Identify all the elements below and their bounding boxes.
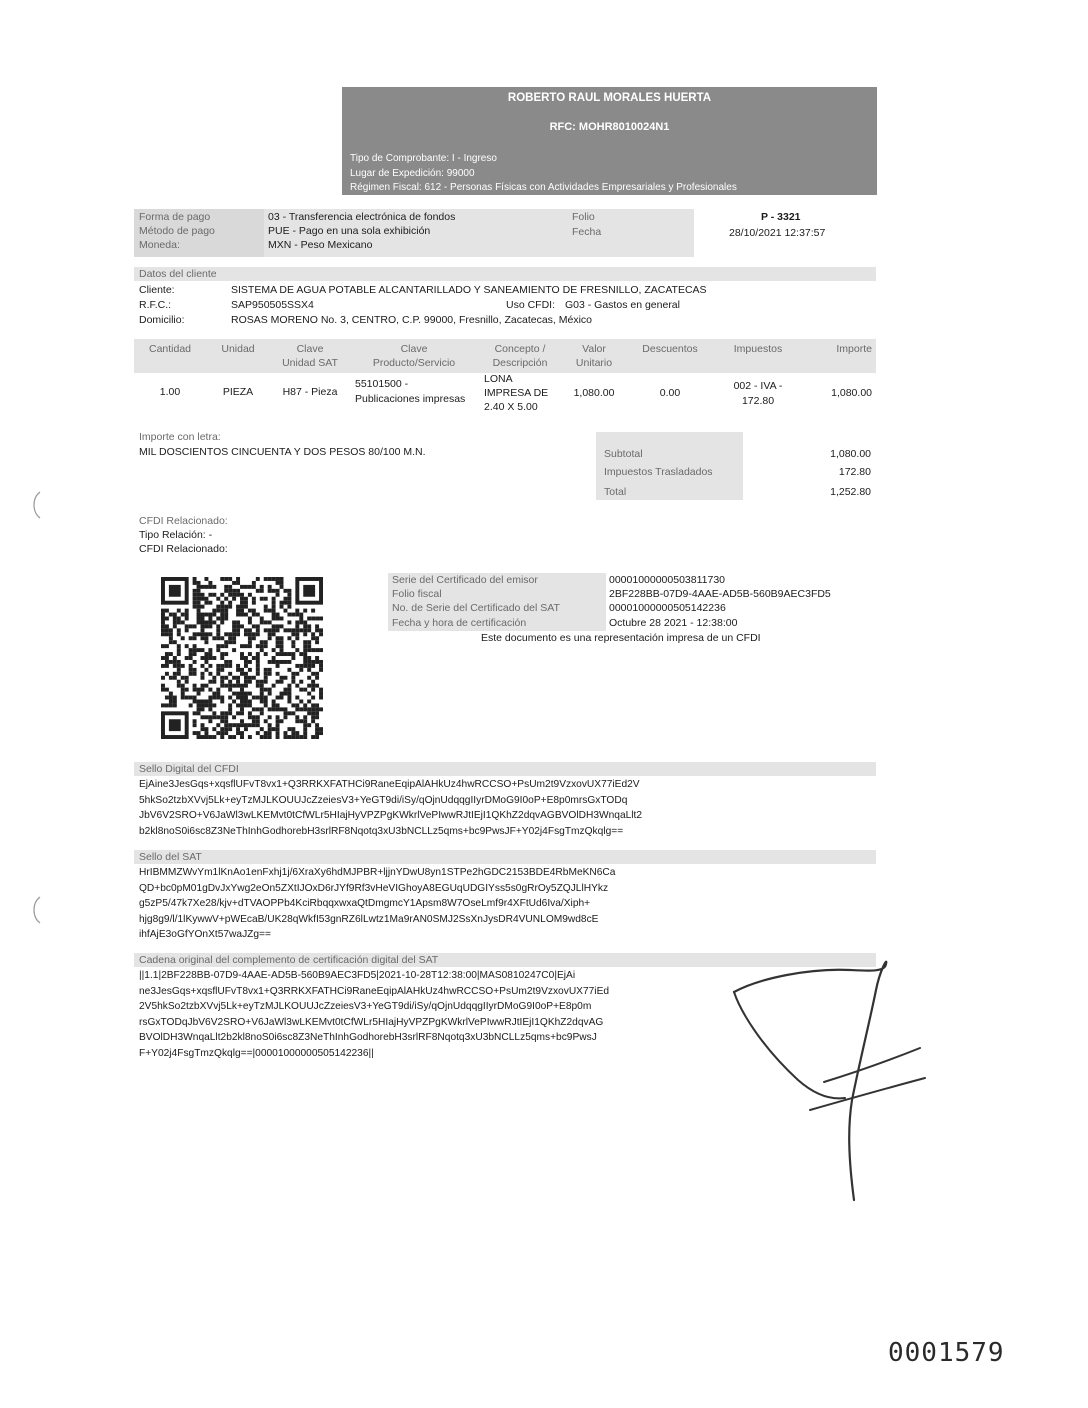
cell-valor: 1,080.00 [573,387,615,399]
uso-cfdi-label: Uso CFDI: [506,299,556,311]
sello-cfdi-line: EjAine3JesGqs+xqsflUFvT8vx1+Q3RRKXFATHCi9RaneEqipAlAHkUz4hwRCCSO+PsUm2t9VzxovUX77iEd2V [139,779,640,790]
page-number: 0001579 [888,1338,1005,1368]
cadena-line: ||1.1|2BF228BB-07D9-4AAE-AD5B-560B9AEC3FD5|2021-10-28T12:38:00|MAS0810247C0|EjAi [139,970,576,981]
folio-fiscal-label: Folio fiscal [392,588,442,600]
th-clave-unidad-1: Clave [296,343,324,355]
cell-descuentos: 0.00 [659,387,681,399]
th-unidad: Unidad [221,343,255,355]
th-valor-1: Valor [582,343,606,355]
rfc-value: SAP950505SSX4 [231,299,314,311]
serie-emisor-label: Serie del Certificado del emisor [392,574,538,586]
cliente-value: SISTEMA DE AGUA POTABLE ALCANTARILLADO Y SANEAMIENTO DE FRESNILLO, ZACATECAS [231,284,707,296]
cell-cantidad: 1.00 [159,386,181,398]
cadena-line: ne3JesGqs+xqsflUFvT8vx1+Q3RRKXFATHCi9RaneEqipAlAHkUz4hwRCCSO+PsUm2t9VzxovUX77iEd [139,985,610,997]
cell-concepto-2: IMPRESA DE [484,387,549,399]
importe-letra-value: MIL DOSCIENTOS CINCUENTA Y DOS PESOS 80/100 M.N. [139,446,426,458]
cadena-label: Cadena original del complemento de certificación digital del SAT [139,954,439,966]
cadena-text [139,968,609,1061]
sello-cfdi-line: JbV6V2SRO+V6JaWl3wLKEMvt0tCfWLr5HIajHyVPZPgKWkrlVePIwwRJtIEjI1QKhZ2dqvAGBVOlDH3WnqaLlt2 [139,810,643,821]
cadena-line: 2V5hkSo2tzbXVvj5Lk+eyTzMJLKOUUJcZzeiesV3+YeGT9di/iSy/qOjnUdqqgIIyrDMoG9I0oP+E8p0m [139,1001,592,1012]
sello-sat-line: g5zP5/47k7Xe28/kjv+dTVAOPPb4KciRbqqxwxaQtDmgmcY1Apsm8W7OseLmf9r4XFtUd6Iva/Xiph+ [139,898,591,909]
th-concepto-2: Descripción [492,357,548,369]
client-section-band [134,267,876,281]
cadena-line: F+Y02j4FsgTmzQkqlg==|00001000000505142236|| [139,1047,374,1059]
sello-sat-line: ihfAjE3oGfYOnXt57waJZg== [139,929,271,940]
serie-sat-value: 00001000000505142236 [609,602,726,614]
folio-value: P - 3321 [761,211,801,223]
sello-cfdi-line: b2kl8noS0i6sc8Z3NeThInhGodhorebH3srlRF8Nqotq3xU3bNCLLz5qms+bc9PwsJF+Y02j4FsgTmzQkqlg== [139,825,624,837]
th-descuentos: Descuentos [642,343,698,355]
tipo-relacion: Tipo Relación: - [139,529,213,541]
sello-sat-line: hjg8g9/l/1lKywwV+pWEcaB/UK28qWkfI53gnRZ6lLwtz1Ma9rAN0SMJ2SsXnJysDR4VUNLOM9wd8cE [139,913,599,925]
serie-sat-label: No. de Serie del Certificado del SAT [392,602,560,614]
handwritten-signature [720,950,940,1210]
issuer-header [342,87,877,195]
cell-impuestos-1: 002 - IVA - [733,380,783,392]
fecha-cert-value: Octubre 28 2021 - 12:38:00 [609,617,738,629]
cell-clave-prod-1: 55101500 - [355,378,409,390]
folio-label: Folio [572,211,595,223]
impuestos-trasladados-label: Impuestos Trasladados [604,466,713,478]
fecha-label: Fecha [572,226,602,238]
th-clave-prod-1: Clave [400,343,428,355]
total-label: Total [604,486,627,498]
cell-clave-prod-2: Publicaciones impresas [355,393,466,405]
th-clave-prod-2: Producto/Servicio [372,357,456,369]
cell-unidad: PIEZA [222,386,254,398]
serie-emisor-value: 00001000000503811730 [609,574,726,586]
cell-concepto-3: 2.40 X 5.00 [484,401,538,413]
forma-pago-label: Forma de pago [139,211,211,223]
subtotal-label: Subtotal [604,448,643,460]
qr-code [161,575,323,741]
sello-cfdi-band [134,762,876,776]
fecha-cert-label: Fecha y hora de certificación [392,617,527,629]
cadena-line: BVOlDH3WnqaLlt2b2kl8noS0i6sc8Z3NeThInhGodhorebH3srlRF8Nqotq3xU3bNCLLz5qms+bc9PwsJ [139,1032,597,1043]
cadena-line: rsGxTODqJbV6V2SRO+V6JaWl3wLKEMvt0tCfWLr5HIajHyVPZPgKWkrlVePIwwRJtIEjI1QKhZ2dqvAG [139,1016,604,1028]
impuestos-trasladados-value: 172.80 [838,466,871,478]
sello-cfdi-label: Sello Digital del CFDI [139,763,239,775]
sello-sat-line: QD+bc0pM01gDvJxYwg2eOn5ZXtIJOxD6rJYf9Rf3vHeVIGhoyA8EGUqUDGIYss5s0gRrOy5ZQJLlHYkz [139,882,609,894]
cfdi-leyenda: Este documento es una representación impresa de un CFDI [481,632,761,644]
subtotal-value: 1,080.00 [830,448,871,460]
th-impuestos: Impuestos [733,343,783,355]
cell-clave-unidad: H87 - Pieza [282,386,338,398]
margin-mark [30,895,44,925]
metodo-pago-value: PUE - Pago en una sola exhibición [268,225,431,237]
th-cantidad: Cantidad [148,343,192,355]
metodo-pago-label: Método de pago [139,225,215,237]
forma-pago-value: 03 - Transferencia electrónica de fondos [268,211,456,223]
th-clave-unidad-2: Unidad SAT [282,357,338,369]
th-concepto-1: Concepto / [494,343,546,355]
cell-impuestos-2: 172.80 [741,395,775,407]
issuer-name: ROBERTO RAUL MORALES HUERTA [507,92,712,104]
regimen-fiscal: Régimen Fiscal: 612 - Personas Físicas con Actividades Empresariales y Profesionales [350,182,737,193]
domicilio-value: ROSAS MORENO No. 3, CENTRO, C.P. 99000, Fresnillo, Zacatecas, México [231,314,593,326]
sello-cfdi-text [139,777,642,839]
cliente-label: Cliente: [139,284,175,296]
issuer-rfc: RFC: MOHR8010024N1 [549,121,670,133]
client-section-label: Datos del cliente [139,268,217,280]
th-importe: Importe [836,343,872,355]
lugar-expedicion: Lugar de Expedición: 99000 [350,168,475,179]
fecha-value: 28/10/2021 12:37:57 [729,227,826,239]
sello-sat-label: Sello del SAT [139,851,202,863]
rfc-label: R.F.C.: [139,299,172,311]
sello-sat-text [139,865,615,943]
tipo-comprobante: Tipo de Comprobante: I - Ingreso [350,153,497,164]
cell-concepto-1: LONA [484,373,513,385]
moneda-label: Moneda: [139,239,180,251]
sello-sat-line: HrIBMMZWvYm1lKnAo1enFxhj1j/6XraXy6hdMJPBR+ljjnYDwU8yn1STPe2hGDC2153BDE4RbMeKN6Ca [139,867,616,878]
sello-cfdi-line: 5hkSo2tzbXVvj5Lk+eyTzMJLKOUUJcZzeiesV3+YeGT9di/iSy/qOjnUdqqgIIyrDMoG9I0oP+E8p0mrsGxTODq [139,794,628,806]
th-valor-2: Unitario [575,357,613,369]
margin-mark [30,490,44,520]
folio-fiscal-value: 2BF228BB-07D9-4AAE-AD5B-560B9AEC3FD5 [609,588,831,600]
importe-letra-label: Importe con letra: [139,431,221,443]
moneda-value: MXN - Peso Mexicano [268,239,373,251]
total-value: 1,252.80 [830,486,871,498]
cfdi-relacionado-2: CFDI Relacionado: [139,543,228,555]
sello-sat-band [134,850,876,864]
cell-importe: 1,080.00 [831,387,872,399]
uso-cfdi-value: G03 - Gastos en general [565,299,680,311]
cfdi-relacionado-label: CFDI Relacionado: [139,515,228,527]
domicilio-label: Domicilio: [139,314,185,326]
